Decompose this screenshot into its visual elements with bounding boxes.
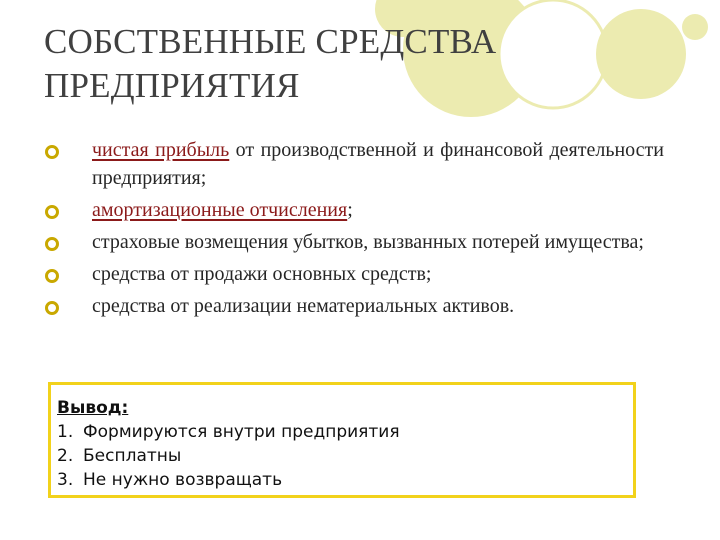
ring-bullet-icon bbox=[44, 144, 60, 160]
ring-bullet-icon bbox=[44, 300, 60, 316]
bullet-list bbox=[44, 136, 664, 324]
conclusion-item-text: Бесплатны bbox=[83, 446, 182, 466]
bullet-text: средства от продажи основных средств; bbox=[92, 263, 432, 285]
conclusion-item-text: Не нужно возвращать bbox=[83, 470, 283, 490]
ring-bullet-icon bbox=[44, 236, 60, 252]
conclusion-item bbox=[57, 420, 625, 444]
conclusion-box bbox=[48, 382, 636, 498]
conclusion-item-number: 3. bbox=[57, 470, 74, 490]
bullet-term: амортизационные отчисления bbox=[92, 199, 348, 221]
conclusion-item bbox=[57, 468, 625, 492]
bullet-text: страховые возмещения убытков, вызванных потерей имущества; bbox=[92, 231, 644, 253]
slide-title-line-2: ПРЕДПРИЯТИЯ bbox=[44, 66, 300, 105]
bullet-item-net-profit bbox=[44, 136, 664, 192]
slide-title-line-1: СОБСТВЕННЫЕ СРЕДСТВА bbox=[44, 22, 497, 61]
bullet-item-depreciation bbox=[44, 196, 664, 224]
bullet-text: от производственной и финансовой деятельности предприятия; bbox=[92, 139, 664, 189]
conclusion-item-text: Формируются внутри предприятия bbox=[83, 422, 400, 442]
bullet-text: средства от реализации нематериальных активов. bbox=[92, 295, 515, 317]
bullet-text: ; bbox=[347, 199, 353, 221]
conclusion-heading: Вывод: bbox=[57, 398, 129, 418]
ring-bullet-icon bbox=[44, 204, 60, 220]
bullet-term: чистая прибыль bbox=[92, 139, 230, 161]
slide-title bbox=[44, 20, 604, 108]
bullet-item-intangibles bbox=[44, 292, 664, 320]
bullet-item-asset-sales bbox=[44, 260, 664, 288]
conclusion-item bbox=[57, 444, 625, 468]
conclusion-item-number: 1. bbox=[57, 422, 74, 442]
bullet-item-insurance bbox=[44, 228, 664, 256]
conclusion-item-number: 2. bbox=[57, 446, 74, 466]
conclusion-list bbox=[57, 420, 625, 492]
decor-circle-right bbox=[596, 9, 686, 99]
ring-bullet-icon bbox=[44, 268, 60, 284]
decor-circle-tiny bbox=[682, 14, 708, 40]
